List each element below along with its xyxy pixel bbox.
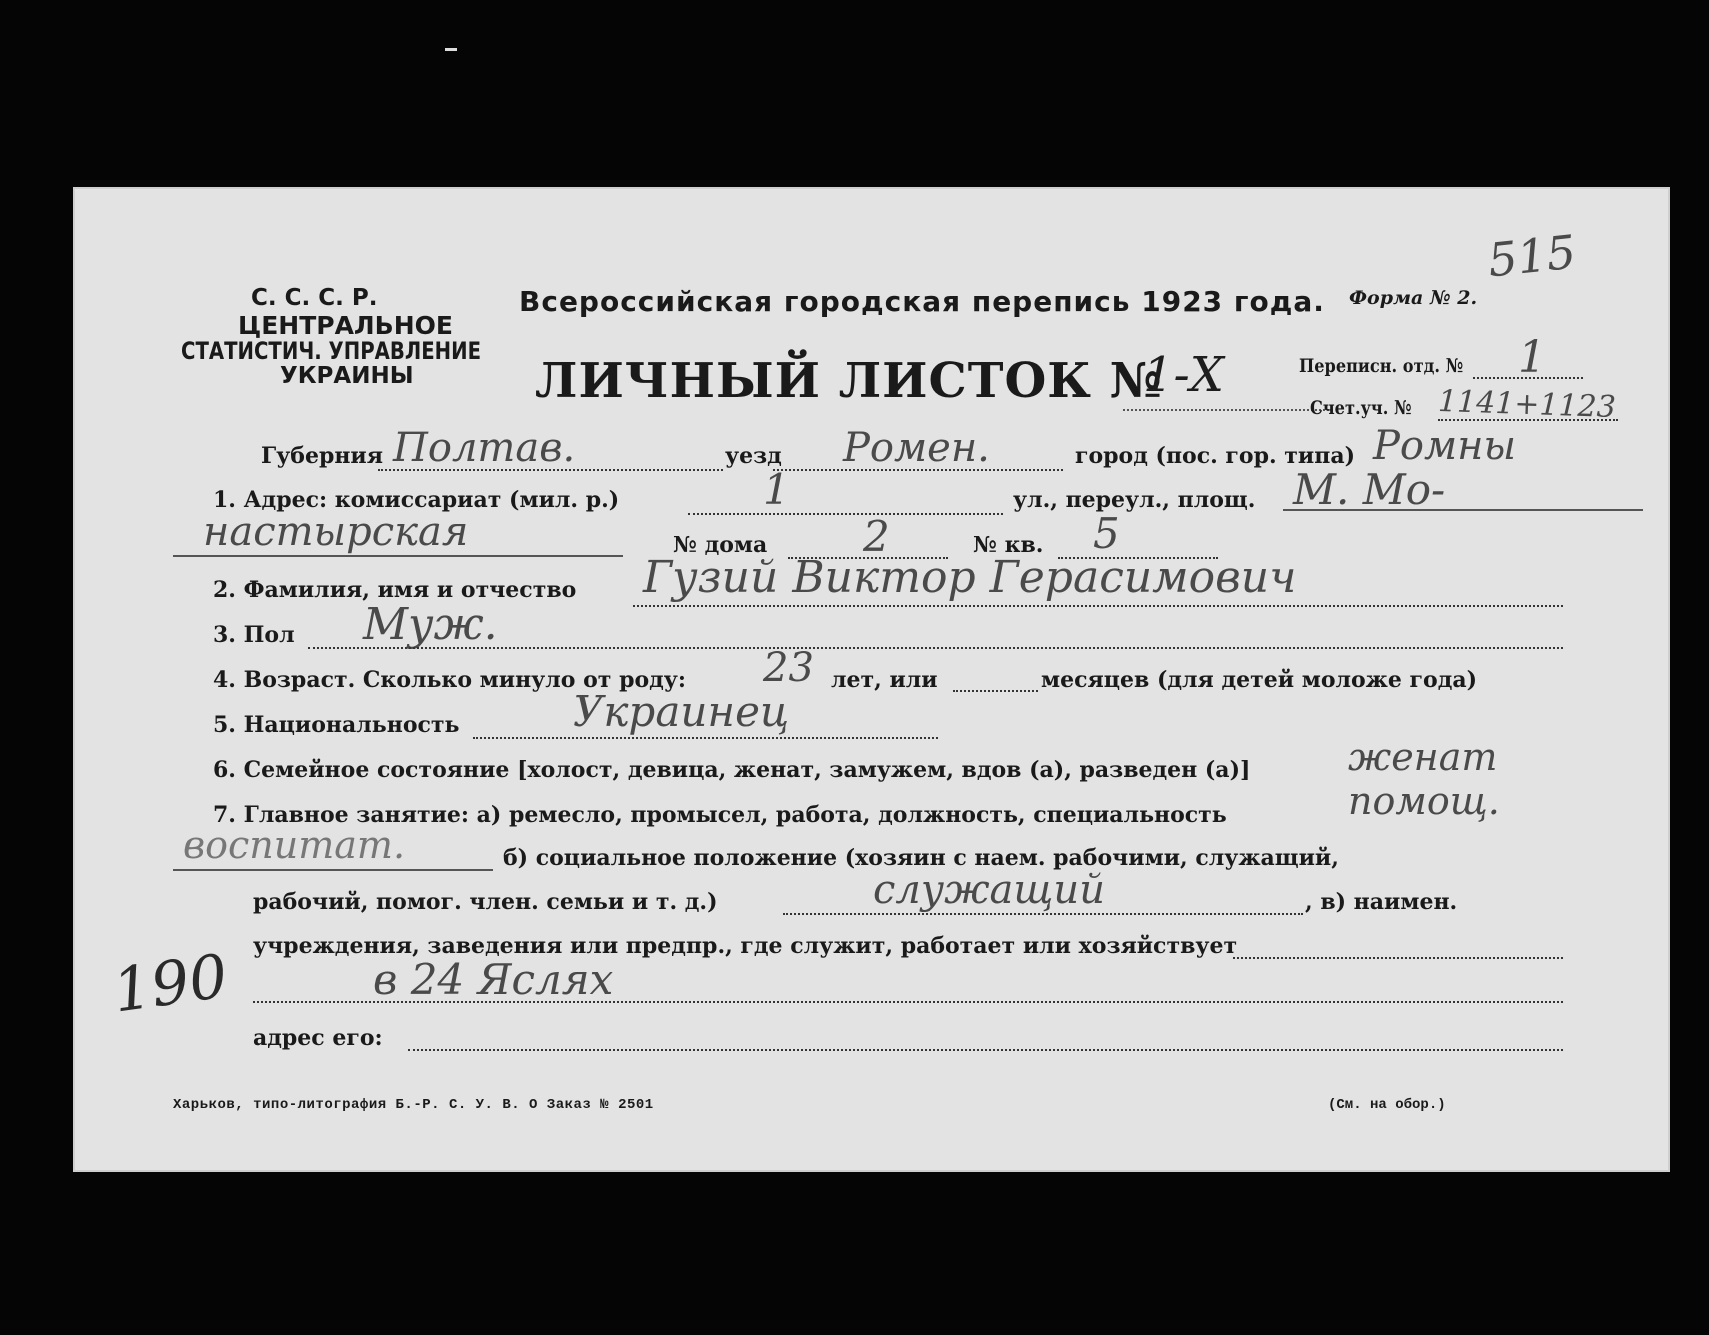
field-1-district-line [688,513,1003,515]
film-speck [445,48,457,51]
census-section-value: 1 [1518,332,1546,383]
org-line-2: ЦЕНТРАЛЬНОЕ [238,311,453,340]
census-card [73,187,1670,1172]
field-7-value-a-cont-underline [173,869,493,871]
field-4-label: 4. Возраст. Сколько минуло от роду: [213,667,686,693]
turn-over-note: (См. на обор.) [1328,1097,1446,1113]
field-1-district: 1 [763,465,790,514]
uezd-label: уезд [725,443,782,469]
census-section-label: Переписн. отд. № [1299,355,1464,377]
field-7-value-c-line [253,1001,1563,1003]
field-1-label: 1. Адрес: комиссариат (мил. р.) [213,487,620,513]
field-1-apt-label: № кв. [973,532,1044,558]
field-2-value: Гузий Виктор Герасимович [643,552,1297,603]
count-area-value: 1141+1123 [1437,383,1617,426]
address-label: адрес его: [253,1025,383,1051]
uezd-line [773,469,1063,471]
field-7-label-b: б) социальное положение (хозяин с наем. рабочими, служащий, [503,845,1339,871]
field-7-label-c2: учреждения, заведения или предпр., где служит, работает или хозяйствует [253,933,1238,959]
field-4-years: 23 [763,645,814,691]
sheet-number-line [1123,409,1333,411]
org-line-3: СТАТИСТИЧ. УПРАВЛЕНИЕ [181,337,482,365]
field-5-label: 5. Национальность [213,712,460,738]
field-7-value-b-line [783,913,1303,915]
field-3-value: Муж. [363,599,498,650]
field-5-line [473,737,938,739]
field-7-value-b: служащий [873,867,1105,913]
field-2-line [633,605,1563,607]
sheet-number: 1-Х [1143,347,1224,403]
field-7-label-c2-line [1233,957,1563,959]
gubernia-label: Губерния [261,443,383,469]
field-7-value-a-continued: воспитат. [183,823,406,867]
field-1-house-label: № дома [673,532,768,558]
count-area-line [1438,419,1618,421]
field-7-value-c: в 24 Яслях [373,955,614,1004]
field-1-street-cont-underline [173,555,623,557]
form-label: Форма № 2. [1349,287,1478,309]
field-4-months-line [953,690,1038,692]
org-line-4: УКРАИНЫ [280,363,414,389]
field-2-label: 2. Фамилия, имя и отчество [213,577,577,603]
city-value: Ромны [1373,423,1517,469]
margin-number: 190 [108,941,232,1027]
archive-number: 515 [1485,224,1579,288]
field-1-street-label: ул., переул., площ. [1013,487,1256,513]
field-6-value: женат [1348,735,1498,779]
census-section-line [1473,377,1583,379]
gubernia-line [378,469,723,471]
field-1-house-value: 2 [863,512,890,561]
field-7-label-a: 7. Главное занятие: а) ремесло, промысел, работа, должность, специальность [213,802,1227,828]
field-1-street-underline [1283,509,1643,511]
field-4-mid: лет, или [831,667,938,693]
field-1-apt-value: 5 [1093,509,1120,558]
field-3-line [308,647,1563,649]
printer-imprint: Харьков, типо-литография Б.-Р. С. У. В. О Заказ № 2501 [173,1097,654,1113]
field-1-street-value: М. Мо- [1293,465,1446,514]
field-5-value: Украинец [573,687,790,736]
address-line [408,1049,1563,1051]
gubernia-value: Полтав. [393,425,576,471]
field-7-label-b2: рабочий, помог. член. семьи и т. д.) [253,889,718,915]
census-title: Всероссийская городская перепись 1923 года. [519,285,1325,318]
field-3-label: 3. Пол [213,622,295,648]
uezd-value: Ромен. [843,425,990,471]
field-7-label-c: , в) наимен. [1305,889,1458,915]
sheet-title: ЛИЧНЫЙ ЛИСТОК № [535,353,1163,409]
count-area-label: Счет.уч. № [1310,397,1412,419]
field-4-end: месяцев (для детей моложе года) [1041,667,1478,693]
city-label: город (пос. гор. типа) [1075,443,1356,469]
field-1-street-continued: настырская [203,509,469,555]
org-line-1: С. С. С. Р. [251,285,378,311]
field-7-value-a: помощ. [1348,779,1500,823]
field-6-label: 6. Семейное состояние [холост, девица, женат, замужем, вдов (а), разведен (а)] [213,757,1251,783]
